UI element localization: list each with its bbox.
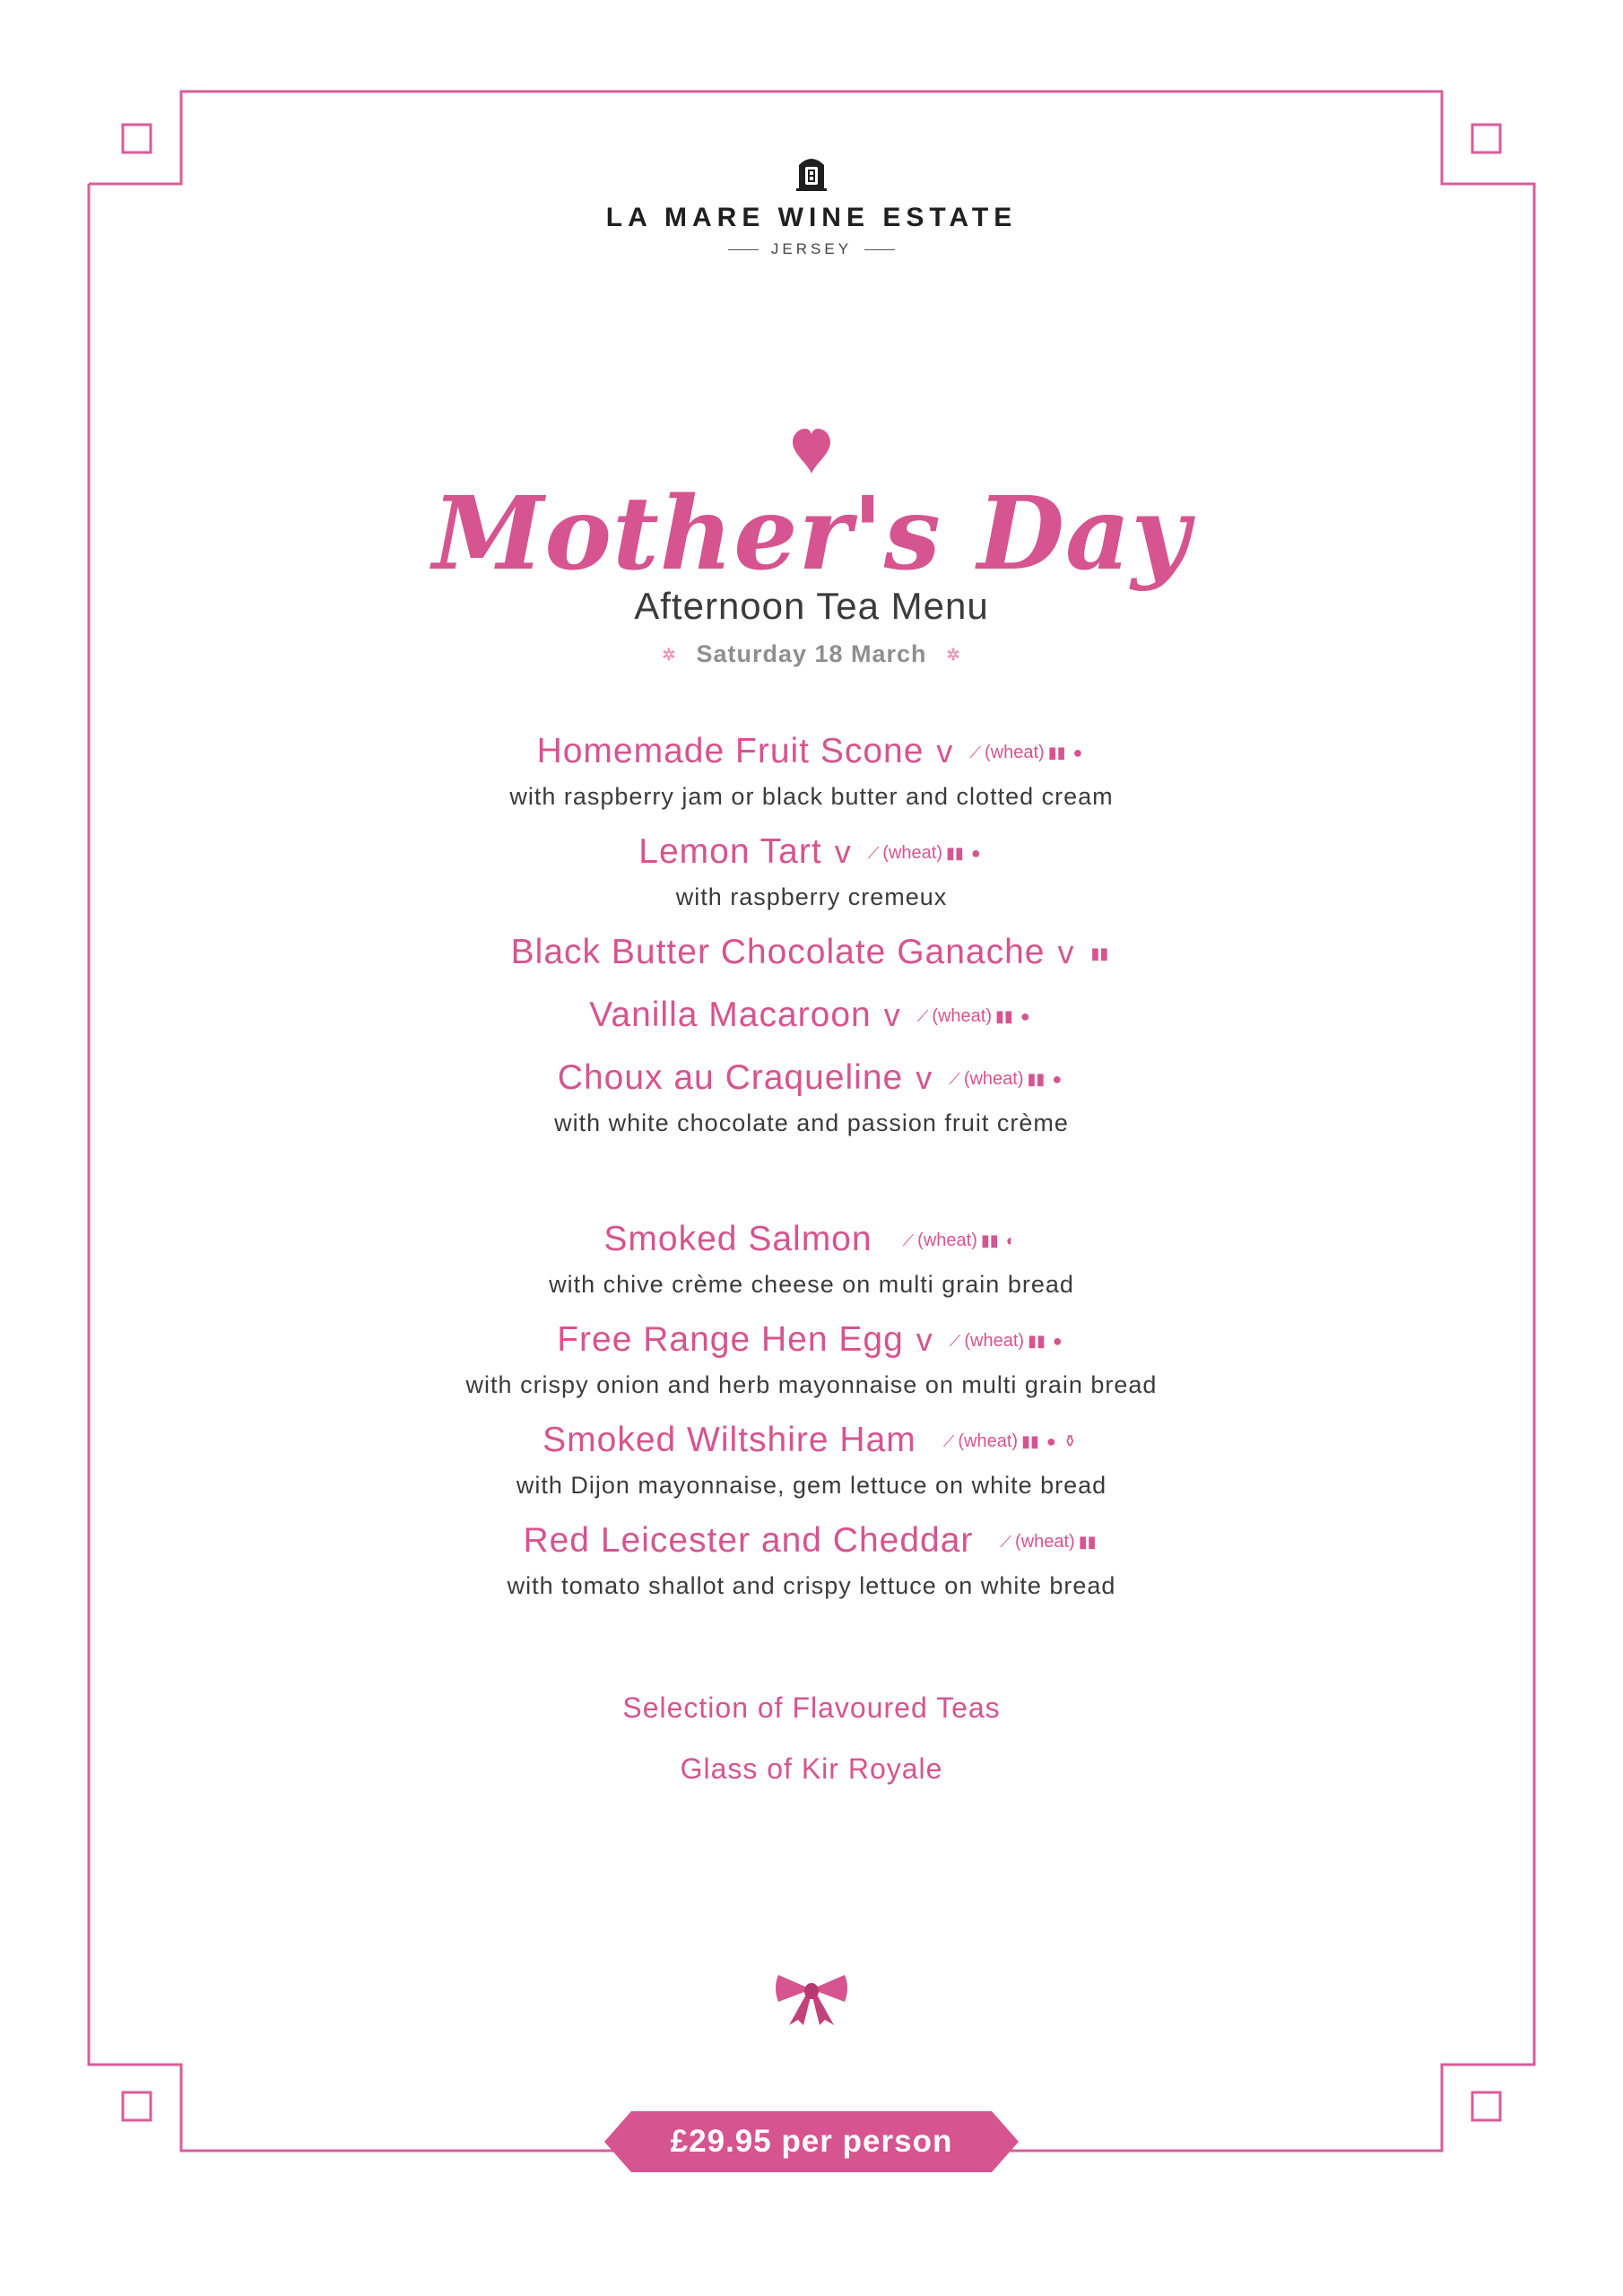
menu-item-description: with raspberry cremeux [675, 883, 948, 910]
sparkle-icon: ✲ [946, 646, 961, 665]
menu-item-name: Homemade Fruit Scone v ⟋ (wheat) ▮▮ ● [0, 732, 1623, 771]
milk-icon: ▮▮ [980, 1231, 999, 1250]
sparkle-icon: ✲ [662, 646, 677, 665]
menu-item-description: with tomato shallot and crispy lettuce on white bread [507, 1572, 1116, 1599]
region-dash-left [728, 249, 759, 250]
drink-item: Selection of Flavoured Teas [622, 1692, 1001, 1724]
event-date [0, 640, 1623, 668]
drink-item: Glass of Kir Royale [680, 1752, 943, 1785]
menu-item-description: with chive crème cheese on multi grain bread [549, 1271, 1074, 1298]
menu-item-name: Free Range Hen Egg v ⟋ (wheat) ▮▮ ● [0, 1320, 1623, 1360]
region-text: JERSEY [770, 240, 853, 257]
milk-icon: ▮▮ [1027, 1070, 1046, 1089]
brand-region [0, 240, 1623, 258]
heart-icon [791, 427, 832, 475]
wheat-icon: ⟋ [949, 1332, 961, 1351]
milk-icon: ▮▮ [1078, 1533, 1097, 1552]
milk-icon: ▮▮ [1028, 1332, 1046, 1351]
wheat-icon: ⟋ [942, 1432, 955, 1451]
allergen-info: ⟋ (wheat) ▮▮ ● ⚱ [942, 1431, 1077, 1452]
allergen-info: ⟋ (wheat) ▮▮ ● [949, 1069, 1063, 1090]
milk-icon: ▮▮ [1090, 944, 1109, 963]
milk-icon: ▮▮ [1021, 1432, 1039, 1451]
allergen-info: ⟋ (wheat) ▮▮ ● [949, 1331, 1063, 1352]
menu-item-name: Choux au Craqueline v ⟋ (wheat) ▮▮ ● [0, 1058, 1623, 1098]
egg-icon: ● [1046, 1432, 1056, 1451]
egg-icon: ● [1072, 744, 1083, 762]
date-text: Saturday 18 March [696, 640, 927, 667]
menu-item-description: with white chocolate and passion fruit crème [554, 1109, 1069, 1136]
menu-item-name: Red Leicester and Cheddar ⟋ (wheat) ▮▮ [0, 1521, 1623, 1561]
menu-item-name: Lemon Tart v ⟋ (wheat) ▮▮ ● [0, 832, 1623, 872]
region-dash-right [864, 249, 895, 250]
menu-item-description: with crispy onion and herb mayonnaise on multi grain bread [465, 1371, 1158, 1398]
menu-item-name: Vanilla Macaroon v ⟋ (wheat) ▮▮ ● [0, 996, 1623, 1035]
bow-icon [773, 1970, 850, 2027]
menu-item-name: Black Butter Chocolate Ganache v ▮▮ [0, 933, 1623, 972]
allergen-info: ⟋ (wheat) ▮▮ [1000, 1532, 1097, 1552]
wheat-icon: ⟋ [969, 744, 982, 762]
menu-item-description: with raspberry jam or black butter and clotted cream [509, 783, 1114, 810]
menu-subtitle: Afternoon Tea Menu [634, 585, 989, 627]
allergen-info: ⟋ (wheat) ▮▮ ● [969, 743, 1083, 763]
allergen-info: ⟋ (wheat) ▮▮ ◐ [902, 1231, 1016, 1251]
mustard-icon: ⚱ [1063, 1432, 1077, 1451]
egg-icon: ● [1052, 1070, 1063, 1089]
egg-icon: ● [970, 844, 981, 863]
milk-icon: ▮▮ [946, 844, 964, 863]
menu-item-description: with Dijon mayonnaise, gem lettuce on white bread [516, 1472, 1107, 1499]
brand-name: LA MARE WINE ESTATE [605, 203, 1018, 232]
wheat-icon: ⟋ [949, 1070, 960, 1089]
allergen-info [1088, 944, 1113, 963]
milk-icon: ▮▮ [1047, 744, 1066, 762]
wheat-icon: ⟋ [867, 844, 880, 863]
allergen-info: ⟋ (wheat) ▮▮ ● [916, 1006, 1030, 1027]
price-label: £29.95 per person [670, 2124, 953, 2159]
egg-icon: ● [1020, 1007, 1030, 1026]
milk-icon: ▮▮ [995, 1007, 1013, 1026]
menu-item-name: Smoked Wiltshire Ham ⟋ (wheat) ▮▮ ● ⚱ [0, 1421, 1623, 1460]
fish-icon: ◐ [1005, 1231, 1016, 1250]
chateau-icon [795, 152, 828, 192]
wheat-icon: ⟋ [916, 1007, 929, 1026]
egg-icon: ● [1052, 1332, 1063, 1351]
wheat-icon: ⟋ [902, 1231, 915, 1250]
allergen-info: ⟋ (wheat) ▮▮ ● [867, 843, 981, 864]
menu-item-name: Smoked Salmon ⟋ (wheat) ▮▮ ◐ [0, 1220, 1623, 1259]
menu-title: Mother's Day [432, 475, 1191, 593]
wheat-icon: ⟋ [1000, 1533, 1012, 1552]
